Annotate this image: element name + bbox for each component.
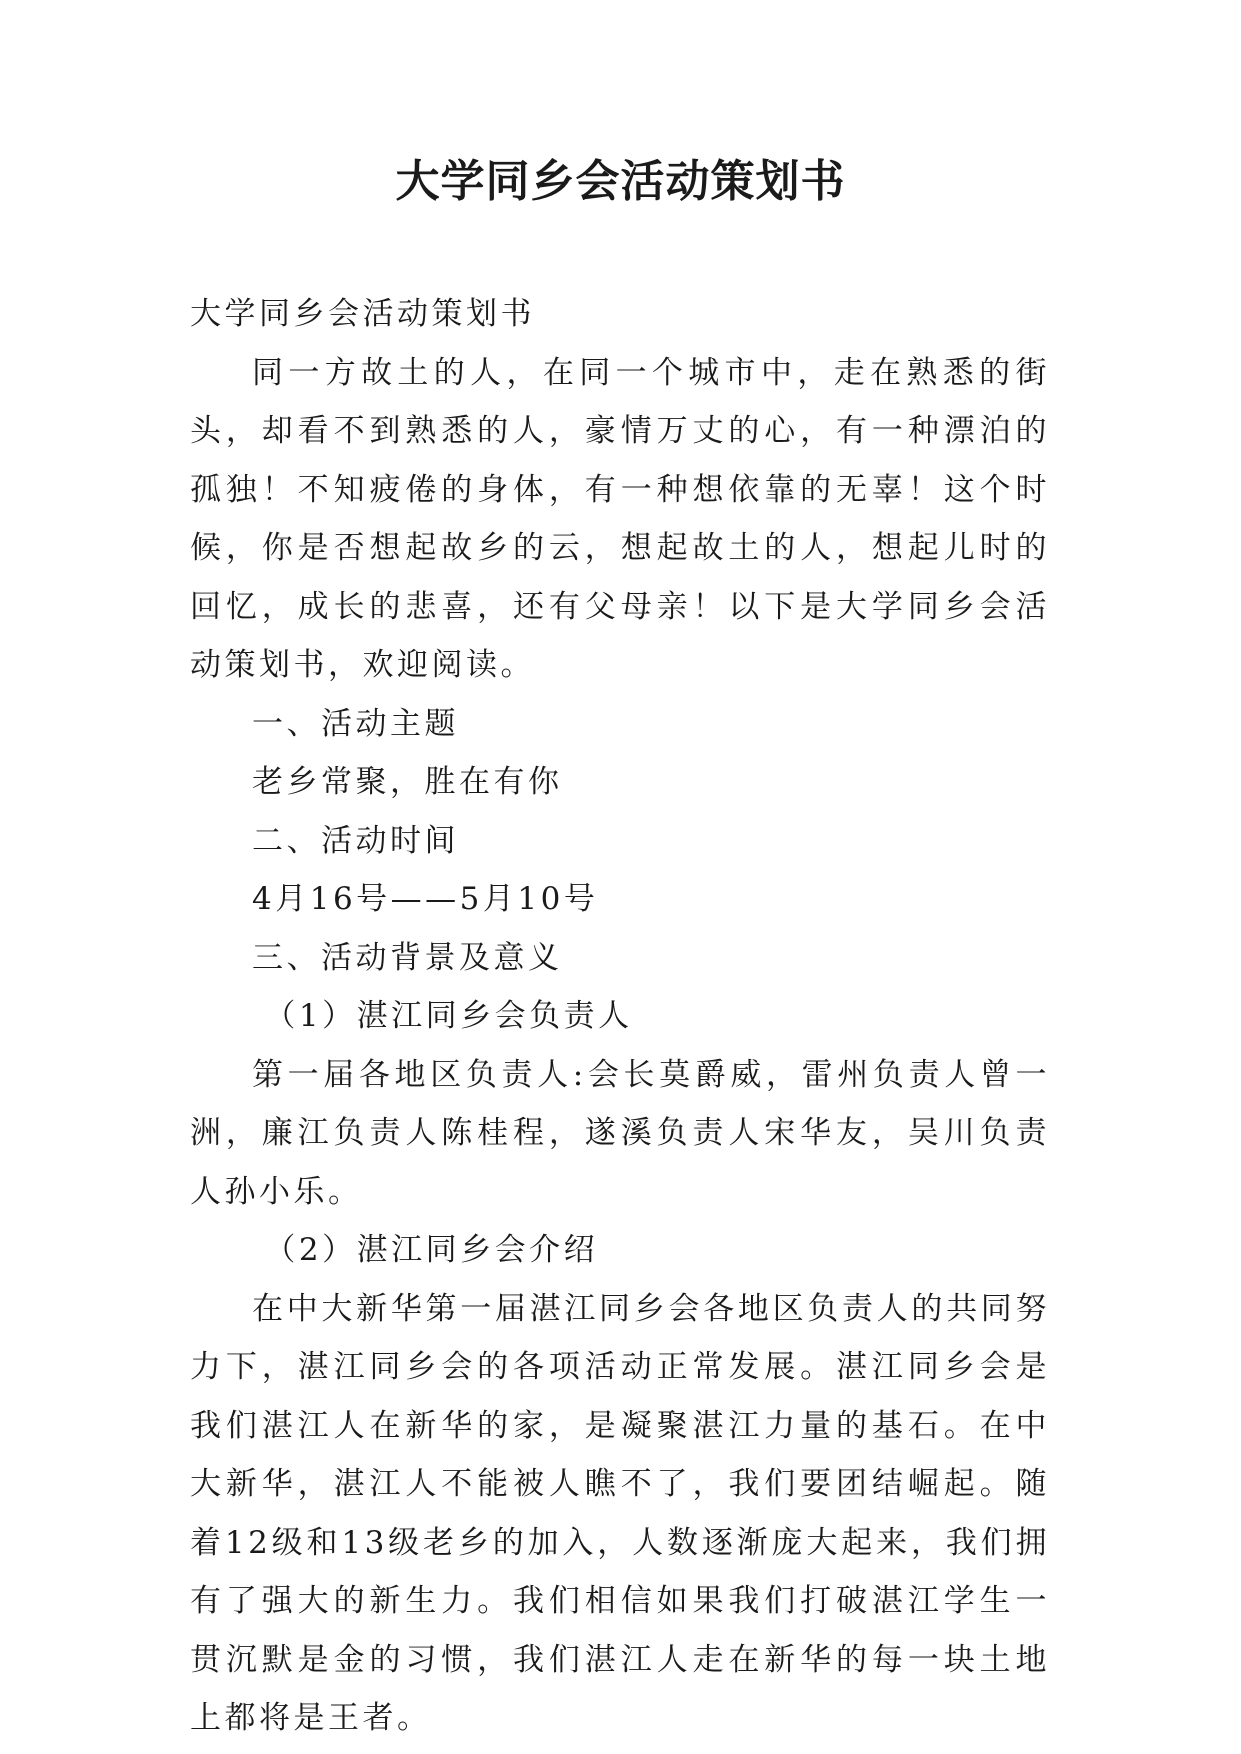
subsection-heading-intro: （2）湛江同乡会介绍 [264,1232,599,1268]
intro-paragraph: 同一方故土的人，在同一个城市中，走在熟悉的街头，却看不到熟悉的人，豪情万丈的心，有一种漂泊的孤独！不知疲倦的身体，有一种想依靠的无辜！这个时候，你是否想起故乡的云，想起故土的人，想起儿时的回忆，成长的悲喜，还有父母亲！以下是大学同乡会活动策划书，欢迎阅读。 [190,354,1050,683]
document-subtitle: 大学同乡会活动策划书 [190,296,535,332]
subsection-body-leaders: 第一届各地区负责人:会长莫爵威，雷州负责人曾一洲，廉江负责人陈桂程，遂溪负责人宋华友，吴川负责人孙小乐。 [190,1056,1050,1210]
section-heading-theme: 一、活动主题 [252,705,459,742]
section-body-time: 4月16号——5月10号 [252,881,599,917]
section-heading-time: 二、活动时间 [252,822,459,859]
section-body-theme: 老乡常聚，胜在有你 [252,764,563,800]
page-title: 大学同乡会活动策划书 [395,156,846,207]
section-heading-background: 三、活动背景及意义 [252,939,563,976]
document-body [190,285,1050,1748]
subsection-heading-leaders: （1）湛江同乡会负责人 [264,998,633,1034]
subsection-body-intro: 在中大新华第一届湛江同乡会各地区负责人的共同努力下，湛江同乡会的各项活动正常发展。湛江同乡会是我们湛江人在新华的家，是凝聚湛江力量的基石。在中大新华，湛江人不能被人瞧不了，我们要团结崛起。随着12级和13级老乡的加入，人数逐渐庞大起来，我们拥有了强大的新生力。我们相信如果我们打破湛江学生一贯沉默是金的习惯，我们湛江人走在新华的每一块土地上都将是王者。 [190,1290,1050,1736]
